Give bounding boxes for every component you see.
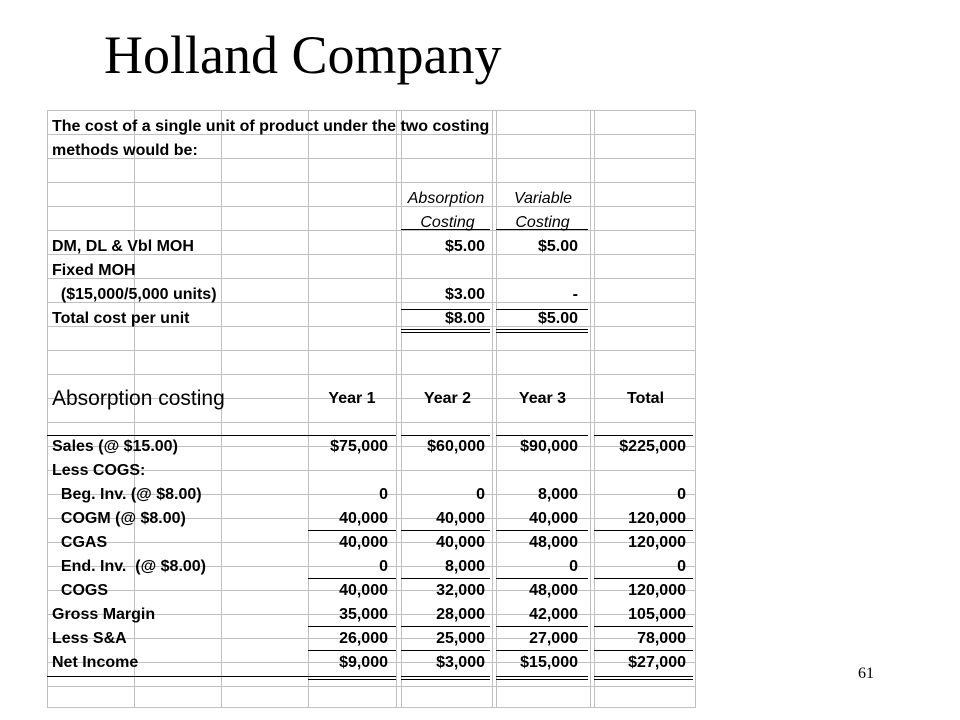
income-value: $27,000 — [628, 654, 686, 671]
unit-cost-absorption: $8.00 — [444, 310, 485, 327]
income-value — [596, 458, 686, 482]
income-value: 28,000 — [436, 606, 485, 623]
unit-cost-absorption: $5.00 — [444, 238, 485, 255]
cell-border — [496, 679, 588, 680]
income-value: 40,000 — [339, 534, 388, 551]
header-variable-costing: Costing — [515, 214, 570, 231]
cell-border — [308, 679, 396, 680]
unit-cost-variable: $5.00 — [537, 310, 578, 327]
header-absorption: Absorption — [407, 190, 485, 207]
income-value: 35,000 — [339, 606, 388, 623]
income-row-label: COGM (@ $8.00) — [52, 510, 186, 527]
income-value: 48,000 — [529, 582, 578, 599]
unit-cost-absorption: $3.00 — [444, 286, 485, 303]
income-value: 27,000 — [529, 630, 578, 647]
grid-column-line — [695, 110, 696, 708]
income-value — [403, 458, 485, 482]
income-value: 40,000 — [436, 510, 485, 527]
cell-border — [401, 679, 490, 680]
cell-border — [496, 676, 588, 677]
grid-row-line — [47, 182, 695, 183]
grid-row-line — [47, 110, 695, 111]
income-row-label: COGS — [52, 582, 109, 599]
unit-cost-label: ($15,000/5,000 units) — [52, 286, 217, 303]
income-value: 48,000 — [529, 534, 578, 551]
income-value: 40,000 — [529, 510, 578, 527]
unit-cost-variable: - — [572, 286, 578, 303]
income-value: 40,000 — [436, 534, 485, 551]
income-value: 0 — [677, 558, 686, 575]
income-heading: Absorption costing — [52, 387, 225, 410]
income-value: 26,000 — [339, 630, 388, 647]
income-row-label: Sales (@ $15.00) — [52, 438, 178, 455]
income-value: 8,000 — [537, 486, 578, 503]
cell-border — [401, 332, 490, 333]
income-value: $75,000 — [330, 438, 388, 455]
grid-row-line — [47, 230, 695, 231]
income-value: 40,000 — [339, 510, 388, 527]
income-value — [498, 458, 578, 482]
grid-row-line — [47, 707, 695, 708]
unit-cost-label: DM, DL & Vbl MOH — [52, 238, 194, 255]
column-header: Year 2 — [423, 390, 472, 407]
cell-border — [496, 332, 588, 333]
income-value: 0 — [677, 486, 686, 503]
grid-column-line — [594, 110, 595, 708]
income-value: 78,000 — [637, 630, 686, 647]
income-value: $60,000 — [427, 438, 485, 455]
intro-line-2: methods would be: — [52, 142, 198, 159]
grid-column-line — [47, 110, 48, 708]
income-value: 25,000 — [436, 630, 485, 647]
income-value: $15,000 — [520, 654, 578, 671]
income-value: 40,000 — [339, 582, 388, 599]
income-value: 120,000 — [628, 582, 686, 599]
cell-border — [47, 676, 308, 677]
income-value: 32,000 — [436, 582, 485, 599]
income-value: $9,000 — [339, 654, 388, 671]
income-value: 120,000 — [628, 534, 686, 551]
income-row-label: Less COGS: — [52, 462, 146, 479]
unit-cost-label: Total cost per unit — [52, 310, 190, 327]
grid-row-line — [47, 422, 695, 423]
income-row-label: Beg. Inv. (@ $8.00) — [52, 486, 202, 503]
unit-cost-variable: $5.00 — [537, 238, 578, 255]
income-value: 0 — [379, 486, 388, 503]
income-value: 105,000 — [628, 606, 686, 623]
income-row-label: CGAS — [52, 534, 108, 551]
grid-column-line — [590, 110, 591, 708]
column-header: Year 3 — [518, 390, 567, 407]
grid-row-line — [47, 374, 695, 375]
income-value — [308, 458, 388, 482]
income-row-label: End. Inv. (@ $8.00) — [52, 558, 207, 575]
cell-border — [594, 676, 693, 677]
income-value: $90,000 — [520, 438, 578, 455]
grid-row-line — [47, 206, 695, 207]
income-value: 8,000 — [444, 558, 485, 575]
income-value: 0 — [379, 558, 388, 575]
income-row-label: Less S&A — [52, 630, 127, 647]
header-absorption-costing: Costing — [420, 214, 475, 231]
intro-line-1: The cost of a single unit of product under the two costing — [52, 118, 490, 135]
column-header: Total — [626, 390, 665, 407]
grid-row-line — [47, 686, 695, 687]
income-value: 120,000 — [628, 510, 686, 527]
income-row-label: Net Income — [52, 654, 139, 671]
header-variable: Variable — [513, 190, 573, 207]
grid-row-line — [47, 350, 695, 351]
income-row-label: Gross Margin — [52, 606, 156, 623]
income-value: 42,000 — [529, 606, 578, 623]
cell-border — [308, 676, 396, 677]
unit-cost-label: Fixed MOH — [52, 262, 136, 279]
income-value: 0 — [476, 486, 485, 503]
cell-border — [594, 679, 693, 680]
cell-border — [401, 676, 490, 677]
income-value: $3,000 — [436, 654, 485, 671]
slide-title: Holland Company — [104, 25, 502, 85]
page-number: 61 — [858, 665, 874, 682]
column-header: Year 1 — [328, 390, 376, 407]
spreadsheet — [47, 110, 695, 708]
income-value: 0 — [569, 558, 578, 575]
income-value: $225,000 — [619, 438, 686, 455]
